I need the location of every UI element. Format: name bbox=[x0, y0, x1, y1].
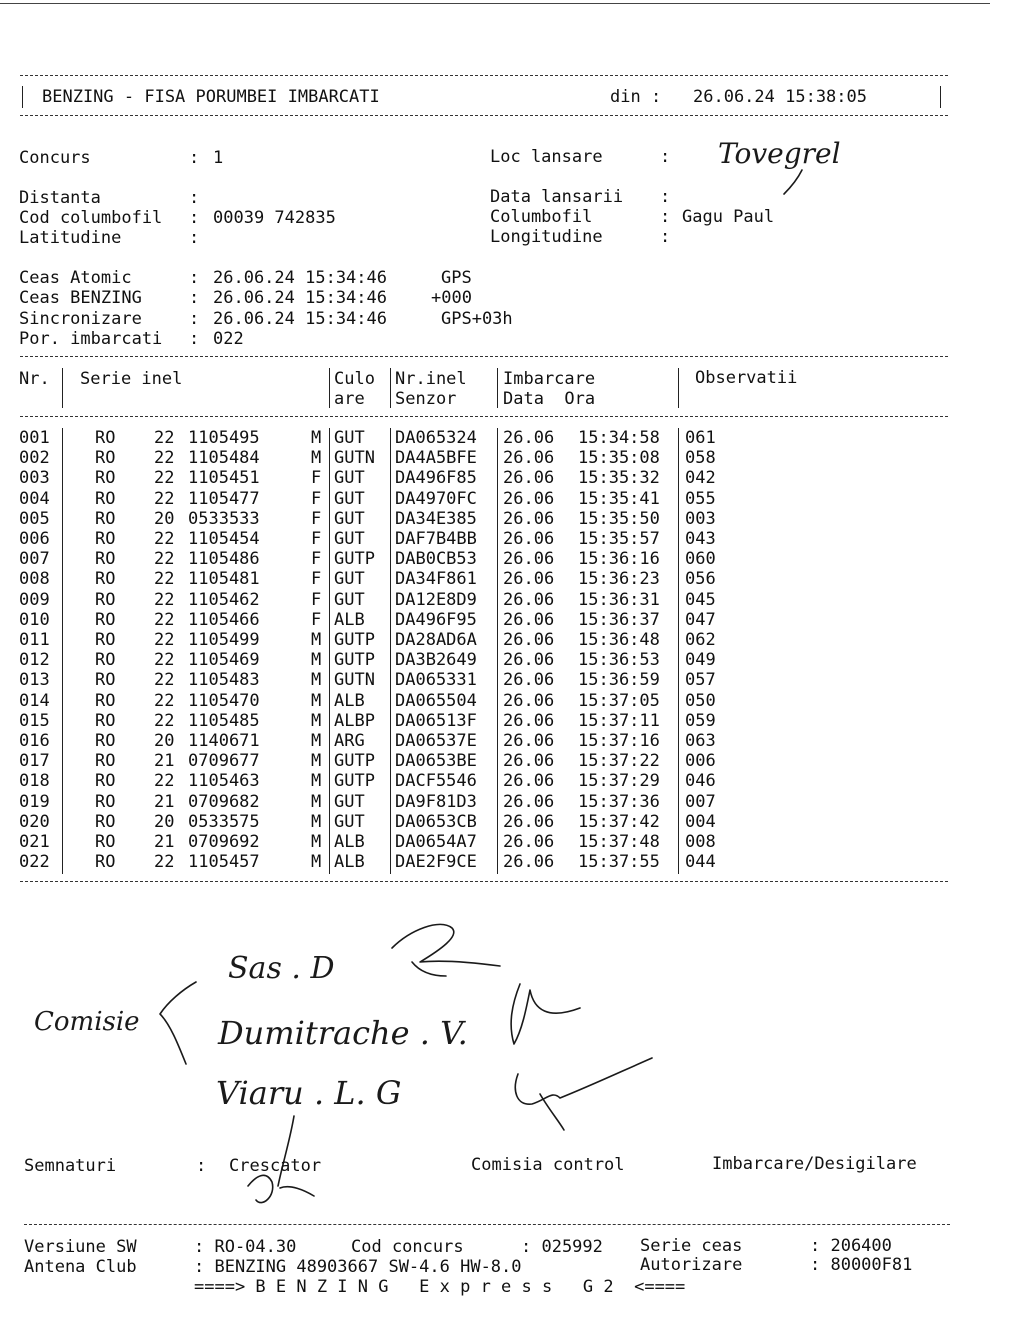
columbofil-label: Columbofil bbox=[490, 207, 593, 227]
row-country: RO bbox=[95, 549, 116, 570]
col-header-culoare-1: Culo bbox=[334, 369, 375, 389]
row-nr: 007 bbox=[19, 549, 50, 570]
ceas-benzing-suffix: +000 bbox=[431, 288, 472, 308]
col-header-nrinel-2: Senzor bbox=[395, 389, 457, 409]
row-year: 22 bbox=[154, 630, 175, 650]
row-ring: 0709677 bbox=[188, 751, 260, 772]
row-color: GUTP bbox=[334, 751, 375, 772]
row-sex: M bbox=[311, 428, 322, 448]
ceas-atomic-label: Ceas Atomic bbox=[19, 268, 132, 288]
row-year: 22 bbox=[154, 448, 175, 469]
row-sensor: DA065331 bbox=[395, 670, 477, 691]
concurs-label: Concurs bbox=[19, 148, 91, 168]
data-lansarii-sep: : bbox=[660, 187, 671, 207]
row-nr: 005 bbox=[19, 508, 50, 529]
row-color: GUTP bbox=[334, 549, 375, 570]
row-color: ALB bbox=[334, 690, 365, 711]
row-country: RO bbox=[95, 589, 116, 610]
row-year: 22 bbox=[154, 710, 175, 731]
row-obs: 008 bbox=[685, 832, 716, 852]
row-color: GUTN bbox=[334, 448, 375, 469]
row-date: 26.06 bbox=[503, 852, 555, 873]
row-time: 15:37:55 bbox=[578, 852, 660, 873]
row-sensor: DA4A5BFE bbox=[395, 448, 477, 469]
row-nr: 006 bbox=[19, 529, 50, 549]
row-nr: 008 bbox=[19, 569, 50, 590]
por-imbarcati-label: Por. imbarcati bbox=[19, 329, 163, 349]
longitudine-sep: : bbox=[660, 227, 671, 247]
row-ring: 1105485 bbox=[188, 710, 260, 731]
row-ring: 1105483 bbox=[188, 670, 260, 691]
row-sensor: DA34E385 bbox=[395, 508, 477, 529]
row-obs: 063 bbox=[685, 731, 716, 751]
row-year: 21 bbox=[154, 791, 175, 812]
row-country: RO bbox=[95, 791, 116, 812]
row-sex: M bbox=[311, 650, 322, 671]
row-country: RO bbox=[95, 690, 116, 711]
row-ring: 0709692 bbox=[188, 832, 260, 852]
row-country: RO bbox=[95, 771, 116, 792]
row-sex: F bbox=[311, 508, 322, 529]
row-time: 15:37:22 bbox=[578, 751, 660, 772]
serie-ceas-label: Serie ceas bbox=[640, 1236, 743, 1256]
columbofil-sep: : bbox=[660, 207, 671, 227]
row-sensor: DA28AD6A bbox=[395, 630, 477, 650]
row-date: 26.06 bbox=[503, 428, 555, 448]
por-imbarcati-value: 022 bbox=[213, 329, 244, 349]
row-date: 26.06 bbox=[503, 468, 555, 489]
row-country: RO bbox=[95, 529, 116, 549]
signature-1-tail bbox=[412, 962, 446, 976]
row-sex: M bbox=[311, 690, 322, 711]
row-color: GUTN bbox=[334, 670, 375, 691]
row-nr: 017 bbox=[19, 751, 50, 772]
row-date: 26.06 bbox=[503, 488, 555, 509]
imbarcare-desigilare-label: Imbarcare/Desigilare bbox=[712, 1154, 917, 1174]
row-time: 15:35:50 bbox=[578, 508, 660, 529]
row-color: GUT bbox=[334, 589, 365, 610]
row-year: 22 bbox=[154, 609, 175, 630]
row-sensor: DA065504 bbox=[395, 690, 477, 711]
row-sensor: DA34F861 bbox=[395, 569, 477, 590]
row-ring: 0533533 bbox=[188, 508, 260, 529]
row-ring: 1105463 bbox=[188, 771, 260, 792]
row-time: 15:36:48 bbox=[578, 630, 660, 650]
row-sensor: DAE2F9CE bbox=[395, 852, 477, 873]
row-year: 21 bbox=[154, 832, 175, 852]
col-header-imbarcare-2: Data Ora bbox=[503, 389, 596, 409]
versiune-sw-value: : RO-04.30 bbox=[194, 1237, 297, 1257]
row-ring: 1105469 bbox=[188, 650, 260, 671]
row-country: RO bbox=[95, 832, 116, 852]
row-year: 20 bbox=[154, 508, 175, 529]
row-time: 15:36:23 bbox=[578, 569, 660, 590]
row-sensor: DA3B2649 bbox=[395, 650, 477, 671]
row-color: GUT bbox=[334, 468, 365, 489]
row-country: RO bbox=[95, 710, 116, 731]
col-header-culoare-2: are bbox=[334, 389, 365, 409]
semnaturi-label: Semnaturi bbox=[24, 1156, 117, 1176]
signature-2 bbox=[511, 984, 580, 1044]
row-year: 22 bbox=[154, 771, 175, 792]
row-nr: 019 bbox=[19, 791, 50, 812]
longitudine-label: Longitudine bbox=[490, 227, 603, 247]
col-header-nr: Nr. bbox=[19, 369, 50, 389]
row-date: 26.06 bbox=[503, 771, 555, 792]
row-sex: M bbox=[311, 448, 322, 469]
commission-name-3: Viaru . L. G bbox=[216, 1074, 402, 1112]
row-sex: M bbox=[311, 731, 322, 751]
row-date: 26.06 bbox=[503, 751, 555, 772]
sincronizare-suffix: GPS+03h bbox=[441, 309, 513, 329]
row-obs: 047 bbox=[685, 609, 716, 630]
row-nr: 016 bbox=[19, 731, 50, 751]
row-country: RO bbox=[95, 569, 116, 590]
row-nr: 004 bbox=[19, 488, 50, 509]
ceas-atomic-suffix: GPS bbox=[441, 268, 472, 288]
row-sensor: DA496F85 bbox=[395, 468, 477, 489]
row-country: RO bbox=[95, 508, 116, 529]
row-sensor: DAF7B4BB bbox=[395, 529, 477, 549]
document-title: BENZING - FISA PORUMBEI IMBARCATI bbox=[42, 87, 380, 107]
row-nr: 003 bbox=[19, 468, 50, 489]
row-country: RO bbox=[95, 751, 116, 772]
concurs-value: 1 bbox=[213, 148, 224, 168]
row-obs: 058 bbox=[685, 448, 716, 469]
row-time: 15:37:42 bbox=[578, 811, 660, 832]
cod-concurs-label: Cod concurs bbox=[351, 1237, 464, 1257]
row-nr: 001 bbox=[19, 428, 50, 448]
date-value: 26.06.24 15:38:05 bbox=[693, 87, 867, 107]
date-label: din : bbox=[610, 87, 662, 107]
row-time: 15:37:36 bbox=[578, 791, 660, 812]
signature-3-tail bbox=[540, 1094, 564, 1130]
row-sex: F bbox=[311, 569, 322, 590]
row-obs: 060 bbox=[685, 549, 716, 570]
row-time: 15:36:53 bbox=[578, 650, 660, 671]
row-time: 15:35:57 bbox=[578, 529, 660, 549]
row-obs: 055 bbox=[685, 488, 716, 509]
row-ring: 1105477 bbox=[188, 488, 260, 509]
antena-club-value: : BENZING 48903667 SW-4.6 HW-8.0 bbox=[194, 1257, 522, 1277]
row-year: 22 bbox=[154, 428, 175, 448]
antena-club-label: Antena Club bbox=[24, 1257, 137, 1277]
row-sensor: DAB0CB53 bbox=[395, 549, 477, 570]
ceas-atomic-value: 26.06.24 15:34:46 bbox=[213, 268, 387, 288]
row-ring: 1105454 bbox=[188, 529, 260, 549]
cod-columbofil-value: 00039 742835 bbox=[213, 208, 336, 228]
row-year: 22 bbox=[154, 529, 175, 549]
row-obs: 049 bbox=[685, 650, 716, 671]
row-sensor: DA065324 bbox=[395, 428, 477, 448]
concurs-sep: : bbox=[189, 148, 200, 168]
row-color: GUT bbox=[334, 529, 365, 549]
loc-lansare-label: Loc lansare bbox=[490, 147, 603, 167]
row-obs: 007 bbox=[685, 791, 716, 812]
row-time: 15:37:48 bbox=[578, 832, 660, 852]
row-color: GUT bbox=[334, 508, 365, 529]
row-obs: 003 bbox=[685, 508, 716, 529]
row-country: RO bbox=[95, 852, 116, 873]
row-year: 22 bbox=[154, 650, 175, 671]
sincronizare-label: Sincronizare bbox=[19, 309, 142, 329]
row-time: 15:36:31 bbox=[578, 589, 660, 610]
row-year: 22 bbox=[154, 670, 175, 691]
row-time: 15:35:08 bbox=[578, 448, 660, 469]
signature-3 bbox=[515, 1058, 652, 1104]
row-obs: 006 bbox=[685, 751, 716, 772]
ceas-benzing-sep: : bbox=[189, 288, 200, 308]
row-sensor: DA0653BE bbox=[395, 751, 477, 772]
row-sex: M bbox=[311, 710, 322, 731]
row-sensor: DA496F95 bbox=[395, 609, 477, 630]
row-obs: 004 bbox=[685, 811, 716, 832]
row-year: 22 bbox=[154, 852, 175, 873]
row-obs: 043 bbox=[685, 529, 716, 549]
row-color: ALB bbox=[334, 609, 365, 630]
row-ring: 1105484 bbox=[188, 448, 260, 469]
row-date: 26.06 bbox=[503, 650, 555, 671]
row-year: 20 bbox=[154, 731, 175, 751]
row-nr: 012 bbox=[19, 650, 50, 671]
row-sex: M bbox=[311, 751, 322, 772]
loc-lansare-handwritten: Tovegrel bbox=[718, 137, 841, 170]
row-date: 26.06 bbox=[503, 832, 555, 852]
col-header-imbarcare-1: Imbarcare bbox=[503, 369, 596, 389]
row-obs: 045 bbox=[685, 589, 716, 610]
loc-lansare-sep: : bbox=[660, 147, 671, 167]
row-date: 26.06 bbox=[503, 589, 555, 610]
row-nr: 015 bbox=[19, 710, 50, 731]
row-country: RO bbox=[95, 731, 116, 751]
row-color: GUT bbox=[334, 791, 365, 812]
row-date: 26.06 bbox=[503, 448, 555, 469]
row-time: 15:34:58 bbox=[578, 428, 660, 448]
row-color: ALB bbox=[334, 832, 365, 852]
row-country: RO bbox=[95, 488, 116, 509]
row-obs: 061 bbox=[685, 428, 716, 448]
row-country: RO bbox=[95, 811, 116, 832]
row-sex: F bbox=[311, 529, 322, 549]
row-color: GUTP bbox=[334, 771, 375, 792]
distanta-sep: : bbox=[189, 188, 200, 208]
row-color: ARG bbox=[334, 731, 365, 751]
row-country: RO bbox=[95, 609, 116, 630]
row-color: ALB bbox=[334, 852, 365, 873]
row-year: 22 bbox=[154, 468, 175, 489]
ceas-benzing-value: 26.06.24 15:34:46 bbox=[213, 288, 387, 308]
row-date: 26.06 bbox=[503, 791, 555, 812]
comisie-bracket bbox=[160, 982, 196, 1064]
por-imbarcati-sep: : bbox=[189, 329, 200, 349]
row-nr: 011 bbox=[19, 630, 50, 650]
row-sensor: DA9F81D3 bbox=[395, 791, 477, 812]
row-ring: 1105481 bbox=[188, 569, 260, 590]
row-sensor: DA06513F bbox=[395, 710, 477, 731]
footer-top-rule bbox=[24, 1224, 950, 1225]
row-country: RO bbox=[95, 630, 116, 650]
row-country: RO bbox=[95, 670, 116, 691]
cod-columbofil-sep: : bbox=[189, 208, 200, 228]
row-ring: 1140671 bbox=[188, 731, 260, 751]
row-nr: 013 bbox=[19, 670, 50, 691]
latitudine-sep: : bbox=[189, 228, 200, 248]
row-sensor: DACF5546 bbox=[395, 771, 477, 792]
row-time: 15:37:05 bbox=[578, 690, 660, 711]
row-time: 15:35:41 bbox=[578, 488, 660, 509]
row-sex: M bbox=[311, 852, 322, 873]
row-year: 22 bbox=[154, 488, 175, 509]
row-year: 21 bbox=[154, 751, 175, 772]
row-ring: 1105486 bbox=[188, 549, 260, 570]
row-date: 26.06 bbox=[503, 710, 555, 731]
row-color: GUTP bbox=[334, 650, 375, 671]
row-obs: 056 bbox=[685, 569, 716, 590]
semnaturi-sep: : bbox=[196, 1156, 207, 1176]
col-header-observatii: Observatii bbox=[695, 368, 798, 388]
comisie-handwritten: Comisie bbox=[34, 1007, 140, 1037]
row-time: 15:36:59 bbox=[578, 670, 660, 691]
row-nr: 020 bbox=[19, 811, 50, 832]
row-time: 15:35:32 bbox=[578, 468, 660, 489]
row-ring: 1105466 bbox=[188, 609, 260, 630]
row-ring: 1105457 bbox=[188, 852, 260, 873]
row-time: 15:37:11 bbox=[578, 710, 660, 731]
row-nr: 009 bbox=[19, 589, 50, 610]
row-obs: 050 bbox=[685, 690, 716, 711]
cod-concurs-value: : 025992 bbox=[521, 1237, 603, 1257]
row-time: 15:36:16 bbox=[578, 549, 660, 570]
comisia-control-label: Comisia control bbox=[471, 1155, 625, 1175]
row-obs: 042 bbox=[685, 468, 716, 489]
row-date: 26.06 bbox=[503, 549, 555, 570]
row-sensor: DA4970FC bbox=[395, 488, 477, 509]
row-year: 20 bbox=[154, 811, 175, 832]
row-sex: M bbox=[311, 630, 322, 650]
row-year: 22 bbox=[154, 690, 175, 711]
row-sensor: DA0654A7 bbox=[395, 832, 477, 852]
data-lansarii-label: Data lansarii bbox=[490, 187, 624, 207]
row-date: 26.06 bbox=[503, 508, 555, 529]
row-year: 22 bbox=[154, 549, 175, 570]
row-time: 15:37:29 bbox=[578, 771, 660, 792]
row-sensor: DA06537E bbox=[395, 731, 477, 751]
row-nr: 018 bbox=[19, 771, 50, 792]
distanta-label: Distanta bbox=[19, 188, 101, 208]
row-sex: M bbox=[311, 670, 322, 691]
ceas-benzing-label: Ceas BENZING bbox=[19, 288, 142, 308]
row-nr: 014 bbox=[19, 690, 50, 711]
row-obs: 059 bbox=[685, 710, 716, 731]
row-color: GUT bbox=[334, 428, 365, 448]
row-ring: 0533575 bbox=[188, 811, 260, 832]
row-country: RO bbox=[95, 428, 116, 448]
signature-1 bbox=[392, 924, 500, 966]
row-sex: F bbox=[311, 468, 322, 489]
autorizare-label: Autorizare bbox=[640, 1255, 743, 1275]
latitudine-label: Latitudine bbox=[19, 228, 122, 248]
row-nr: 022 bbox=[19, 852, 50, 873]
row-color: ALBP bbox=[334, 710, 375, 731]
row-nr: 002 bbox=[19, 448, 50, 469]
row-sex: M bbox=[311, 771, 322, 792]
cod-columbofil-label: Cod columbofil bbox=[19, 208, 163, 228]
row-date: 26.06 bbox=[503, 630, 555, 650]
row-ring: 1105462 bbox=[188, 589, 260, 610]
row-obs: 057 bbox=[685, 670, 716, 691]
row-time: 15:36:37 bbox=[578, 609, 660, 630]
row-date: 26.06 bbox=[503, 690, 555, 711]
row-ring: 1105451 bbox=[188, 468, 260, 489]
row-date: 26.06 bbox=[503, 569, 555, 590]
row-date: 26.06 bbox=[503, 529, 555, 549]
row-ring: 1105499 bbox=[188, 630, 260, 650]
row-sex: M bbox=[311, 832, 322, 852]
row-sensor: DA0653CB bbox=[395, 811, 477, 832]
commission-name-2: Dumitrache . V. bbox=[218, 1014, 468, 1052]
crescator-label: Crescator bbox=[229, 1156, 322, 1176]
serie-ceas-value: : 206400 bbox=[810, 1236, 892, 1256]
sincronizare-value: 26.06.24 15:34:46 bbox=[213, 309, 387, 329]
row-ring: 1105470 bbox=[188, 690, 260, 711]
row-date: 26.06 bbox=[503, 811, 555, 832]
row-year: 22 bbox=[154, 569, 175, 590]
col-header-nrinel-1: Nr.inel bbox=[395, 369, 467, 389]
row-sex: M bbox=[311, 791, 322, 812]
benzing-banner: ====> B E N Z I N G E x p r e s s G 2 <==== bbox=[194, 1277, 686, 1297]
row-color: GUTP bbox=[334, 630, 375, 650]
row-sex: F bbox=[311, 549, 322, 570]
row-obs: 044 bbox=[685, 852, 716, 873]
loc-lansare-pen-stroke bbox=[784, 170, 802, 194]
autorizare-value: : 80000F81 bbox=[810, 1255, 913, 1275]
row-ring: 1105495 bbox=[188, 428, 260, 448]
row-ring: 0709682 bbox=[188, 791, 260, 812]
row-date: 26.06 bbox=[503, 609, 555, 630]
ceas-atomic-sep: : bbox=[189, 268, 200, 288]
row-obs: 046 bbox=[685, 771, 716, 792]
row-date: 26.06 bbox=[503, 731, 555, 751]
columbofil-value: Gagu Paul bbox=[682, 207, 775, 227]
sincronizare-sep: : bbox=[189, 309, 200, 329]
row-color: GUT bbox=[334, 811, 365, 832]
row-sex: M bbox=[311, 811, 322, 832]
row-year: 22 bbox=[154, 589, 175, 610]
row-nr: 010 bbox=[19, 609, 50, 630]
row-date: 26.06 bbox=[503, 670, 555, 691]
col-header-serie: Serie inel bbox=[80, 369, 183, 389]
row-color: GUT bbox=[334, 488, 365, 509]
row-sex: F bbox=[311, 609, 322, 630]
row-sex: F bbox=[311, 589, 322, 610]
commission-name-1: Sas . D bbox=[228, 951, 335, 986]
row-time: 15:37:16 bbox=[578, 731, 660, 751]
row-country: RO bbox=[95, 448, 116, 469]
row-country: RO bbox=[95, 650, 116, 671]
row-nr: 021 bbox=[19, 832, 50, 852]
row-sensor: DA12E8D9 bbox=[395, 589, 477, 610]
row-country: RO bbox=[95, 468, 116, 489]
row-color: GUT bbox=[334, 569, 365, 590]
row-obs: 062 bbox=[685, 630, 716, 650]
versiune-sw-label: Versiune SW bbox=[24, 1237, 137, 1257]
row-sex: F bbox=[311, 488, 322, 509]
